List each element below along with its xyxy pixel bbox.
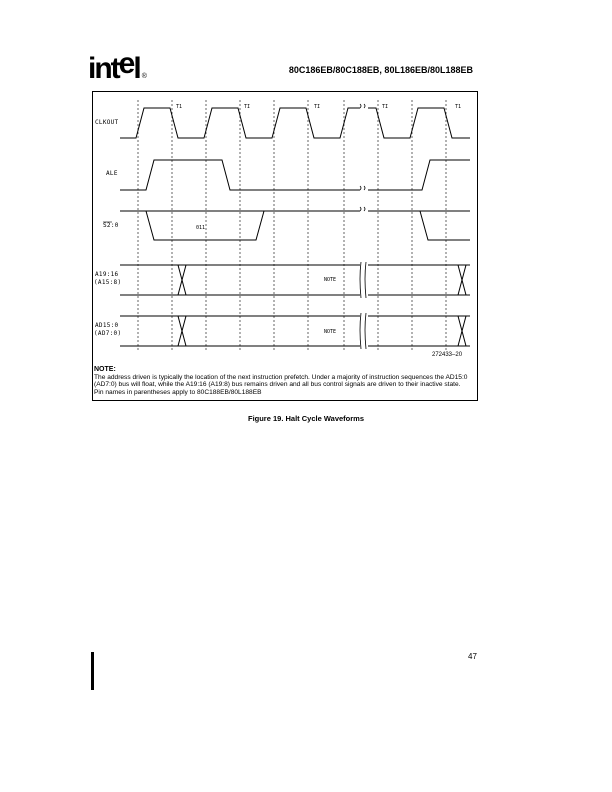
state-label-4: TI [382, 104, 389, 110]
signal-label-a19-16: A19:16 [95, 271, 119, 278]
state-label-5: T1 [455, 104, 462, 110]
time-break-marks [360, 104, 366, 349]
note-text-2: Pin names in parentheses apply to 80C188EB/80L188EB [94, 388, 262, 396]
signal-label-clkout: CLKOUT [95, 119, 119, 126]
intel-logo: intel ® [88, 47, 147, 85]
ale-waveform-2 [368, 160, 470, 190]
bus-note-1: NOTE [324, 277, 337, 283]
signal-label-ad15-0: AD15:0 [95, 322, 119, 329]
s20-waveform-trap-2 [420, 211, 470, 240]
state-label-1: T1 [176, 104, 183, 110]
signal-label-s20: S2:0 [103, 222, 119, 229]
document-header-title: 80C186EB/80C188EB, 80L186EB/80L188EB [288, 65, 473, 75]
bus-note-2: NOTE [324, 329, 337, 335]
signal-label-ad7-0: (AD7:0) [94, 330, 122, 337]
clkout-waveform-2 [368, 108, 470, 138]
signal-label-a15-8: (A15:8) [94, 279, 122, 286]
figure-reference-number: 272433–20 [432, 352, 463, 358]
note-heading: NOTE: [94, 366, 116, 373]
note-text-1: The address driven is typically the location of the next instruction prefetch. Under a majority of instruction sequences the AD15:0 (AD7:0) bus will float, while the A19:16 (A19:8) bus remains driven and all bus control signals are driven to their inactive state. [94, 373, 468, 389]
page-number: 47 [468, 652, 477, 661]
margin-change-bar [91, 652, 94, 690]
figure-caption: Figure 19. Halt Cycle Waveforms [247, 414, 364, 423]
state-label-3: TI [314, 104, 321, 110]
state-label-2: TI [244, 104, 251, 110]
status-value: 011 [196, 225, 206, 231]
note-block [94, 366, 474, 396]
signal-label-ale: ALE [106, 170, 118, 177]
